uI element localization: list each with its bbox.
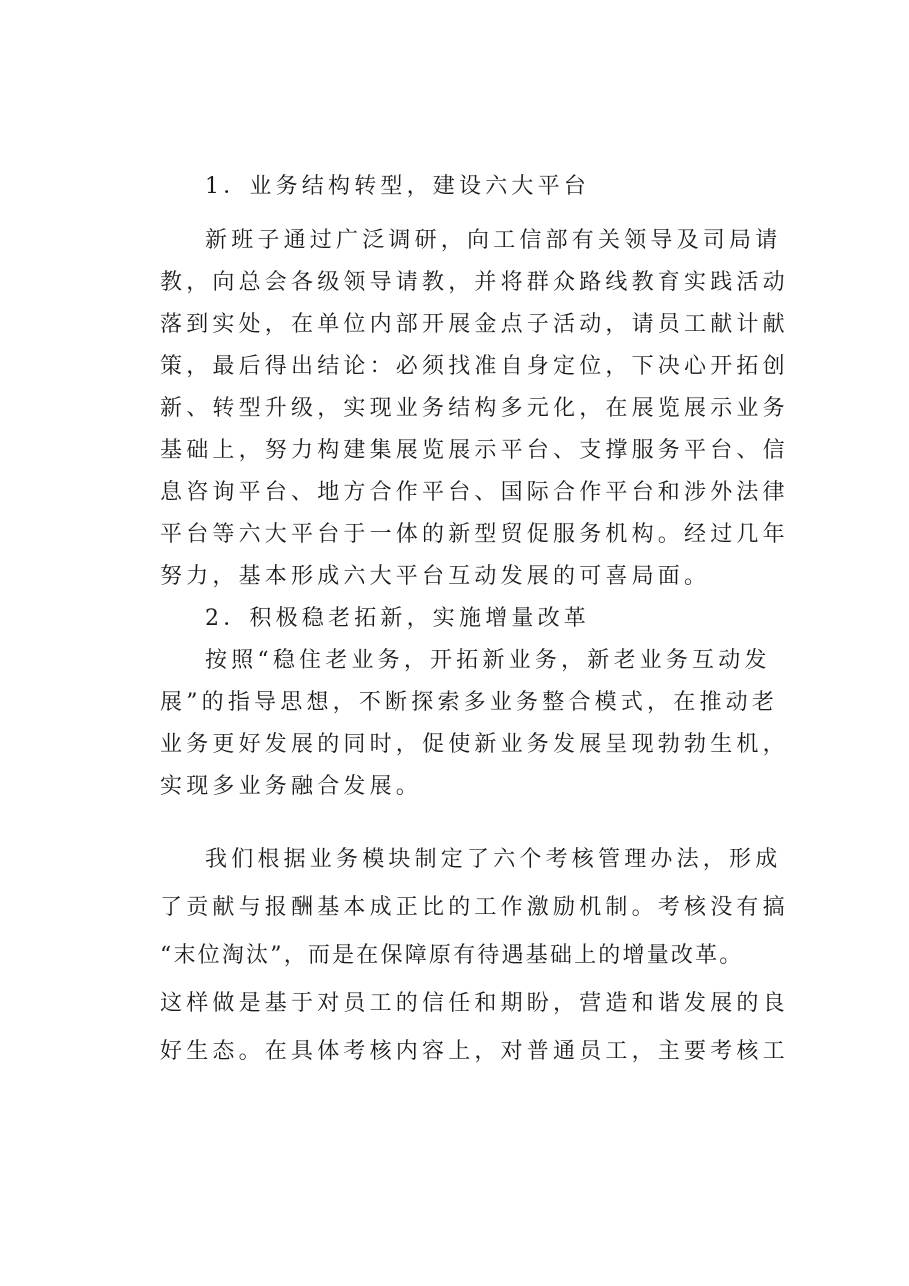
paragraph-line: 新、转型升级，实现业务结构多元化，在展览展示业务 (160, 396, 789, 421)
paragraph-line: 教，向总会各级领导请教，并将群众路线教育实践活动 (160, 270, 789, 295)
section-heading-2: 2．积极稳老拓新，实施增量改革 (205, 606, 590, 631)
paragraph-line: 好生态。在具体考核内容上，对普通员工，主要考核工 (160, 1039, 789, 1064)
paragraph-line: 了贡献与报酬基本成正比的工作激励机制。考核没有搞 (160, 895, 789, 920)
paragraph-line: 按照“稳住老业务，开拓新业务，新老业务互动发 (205, 648, 771, 673)
paragraph-line: 基础上，努力构建集展览展示平台、支撑服务平台、信 (160, 438, 789, 463)
paragraph-line: 息咨询平台、地方合作平台、国际合作平台和涉外法律 (160, 480, 789, 505)
paragraph-line: 新班子通过广泛调研，向工信部有关领导及司局请 (205, 228, 782, 253)
paragraph-line: 这样做是基于对员工的信任和期盼，营造和谐发展的良 (160, 991, 789, 1016)
paragraph-line: 落到实处，在单位内部开展金点子活动，请员工献计献 (160, 312, 789, 337)
paragraph-line: 我们根据业务模块制定了六个考核管理办法，形成 (205, 847, 782, 872)
paragraph-line: “末位淘汰”，而是在保障原有待遇基础上的增量改革。 (160, 943, 744, 968)
paragraph-line: 策，最后得出结论：必须找准自身定位，下决心开拓创 (160, 354, 789, 379)
paragraph-line: 展”的指导思想，不断探索多业务整合模式，在推动老 (160, 690, 779, 715)
paragraph-line: 平台等六大平台于一体的新型贸促服务机构。经过几年 (160, 522, 789, 547)
paragraph-line: 业务更好发展的同时，促使新业务发展呈现勃勃生机， (160, 732, 789, 757)
paragraph-line: 实现多业务融合发展。 (160, 774, 423, 799)
section-heading-1: 1．业务结构转型，建设六大平台 (205, 174, 590, 199)
paragraph-line: 努力，基本形成六大平台互动发展的可喜局面。 (160, 564, 711, 589)
